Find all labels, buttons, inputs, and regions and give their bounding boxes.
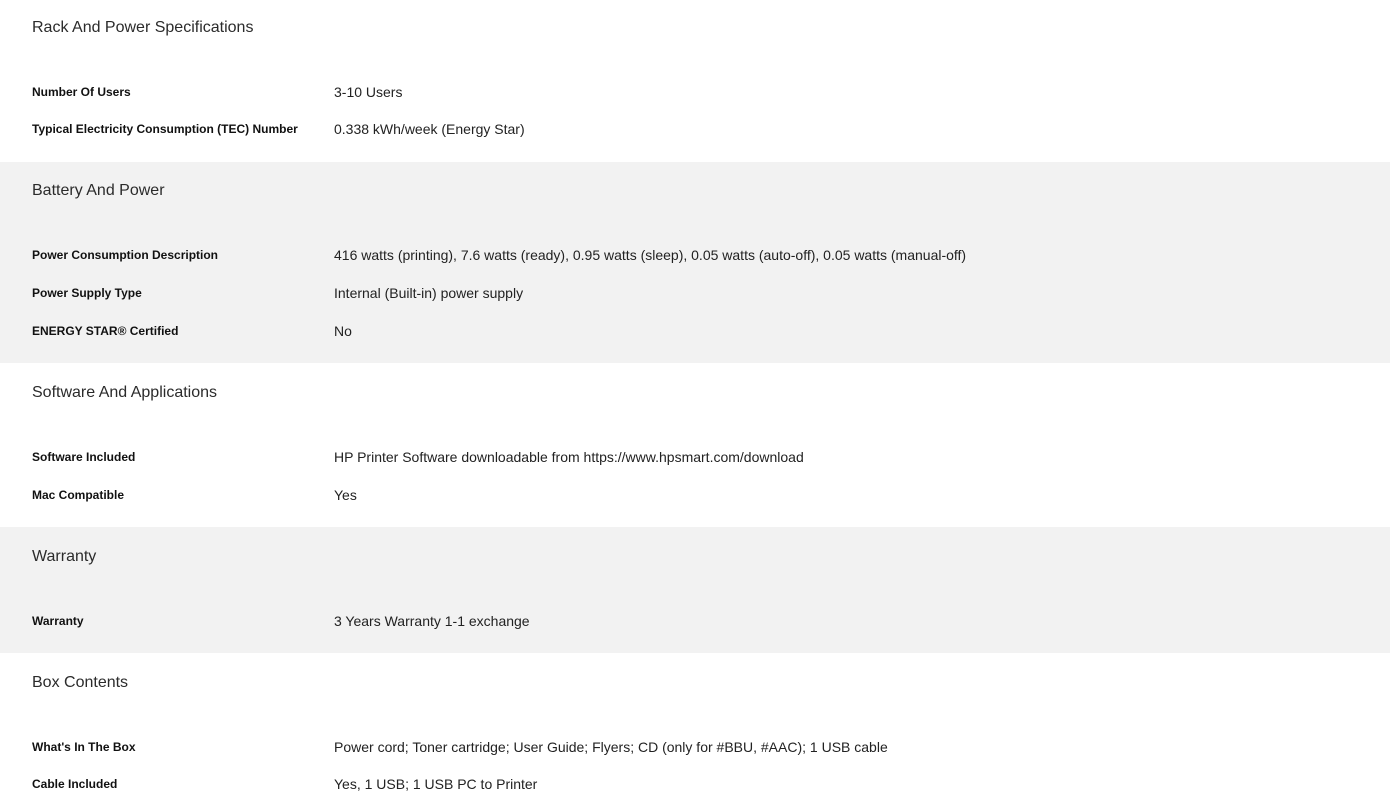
spec-value: 3-10 Users (334, 84, 403, 100)
section-title: Battery And Power (32, 182, 165, 199)
spec-label: What's In The Box (32, 740, 136, 754)
spec-value: Yes, 1 USB; 1 USB PC to Printer (334, 776, 538, 792)
spec-value: 416 watts (printing), 7.6 watts (ready), 0.95 watts (sleep), 0.05 watts (auto-off), 0.05 watts (manual-off) (334, 247, 967, 263)
spec-row-whats-in-the-box (0, 737, 1390, 757)
section-title: Warranty (32, 548, 97, 565)
spec-row-mac-compatible (0, 485, 1390, 505)
spec-row-software-included (0, 447, 1390, 467)
spec-label: Mac Compatible (32, 488, 125, 502)
section-rack-and-power (0, 0, 1390, 162)
section-box-contents (0, 653, 1390, 804)
spec-row-cable-included (0, 774, 1390, 794)
section-title: Box Contents (32, 674, 129, 691)
spec-label: Power Consumption Description (32, 248, 219, 262)
spec-value: Internal (Built-in) power supply (334, 285, 524, 301)
spec-label: Software Included (32, 450, 136, 464)
section-title: Software And Applications (32, 384, 218, 401)
spec-row-power-consumption (0, 245, 1390, 265)
spec-row-warranty (0, 611, 1390, 631)
spec-label: Typical Electricity Consumption (TEC) Number (32, 122, 298, 136)
section-title: Rack And Power Specifications (32, 19, 254, 36)
spec-label: Power Supply Type (32, 286, 142, 300)
spec-value: 3 Years Warranty 1-1 exchange (334, 613, 530, 629)
spec-value: Power cord; Toner cartridge; User Guide; Flyers; CD (only for #BBU, #AAC); 1 USB cable (334, 739, 888, 755)
spec-value: No (334, 323, 352, 339)
spec-label: ENERGY STAR® Certified (32, 324, 179, 338)
spec-row-energy-star (0, 321, 1390, 341)
spec-label: Number Of Users (32, 85, 131, 99)
section-battery-and-power (0, 162, 1390, 363)
spec-value: Yes (334, 487, 357, 503)
spec-row-number-of-users (0, 82, 1390, 102)
spec-label: Cable Included (32, 777, 118, 791)
spec-label: Warranty (32, 614, 84, 628)
section-software-and-applications (0, 363, 1390, 527)
spec-row-tec-number (0, 119, 1390, 139)
section-warranty (0, 527, 1390, 653)
spec-value: HP Printer Software downloadable from https://www.hpsmart.com/download (334, 449, 804, 465)
spec-row-power-supply-type (0, 283, 1390, 303)
spec-value: 0.338 kWh/week (Energy Star) (334, 121, 525, 137)
